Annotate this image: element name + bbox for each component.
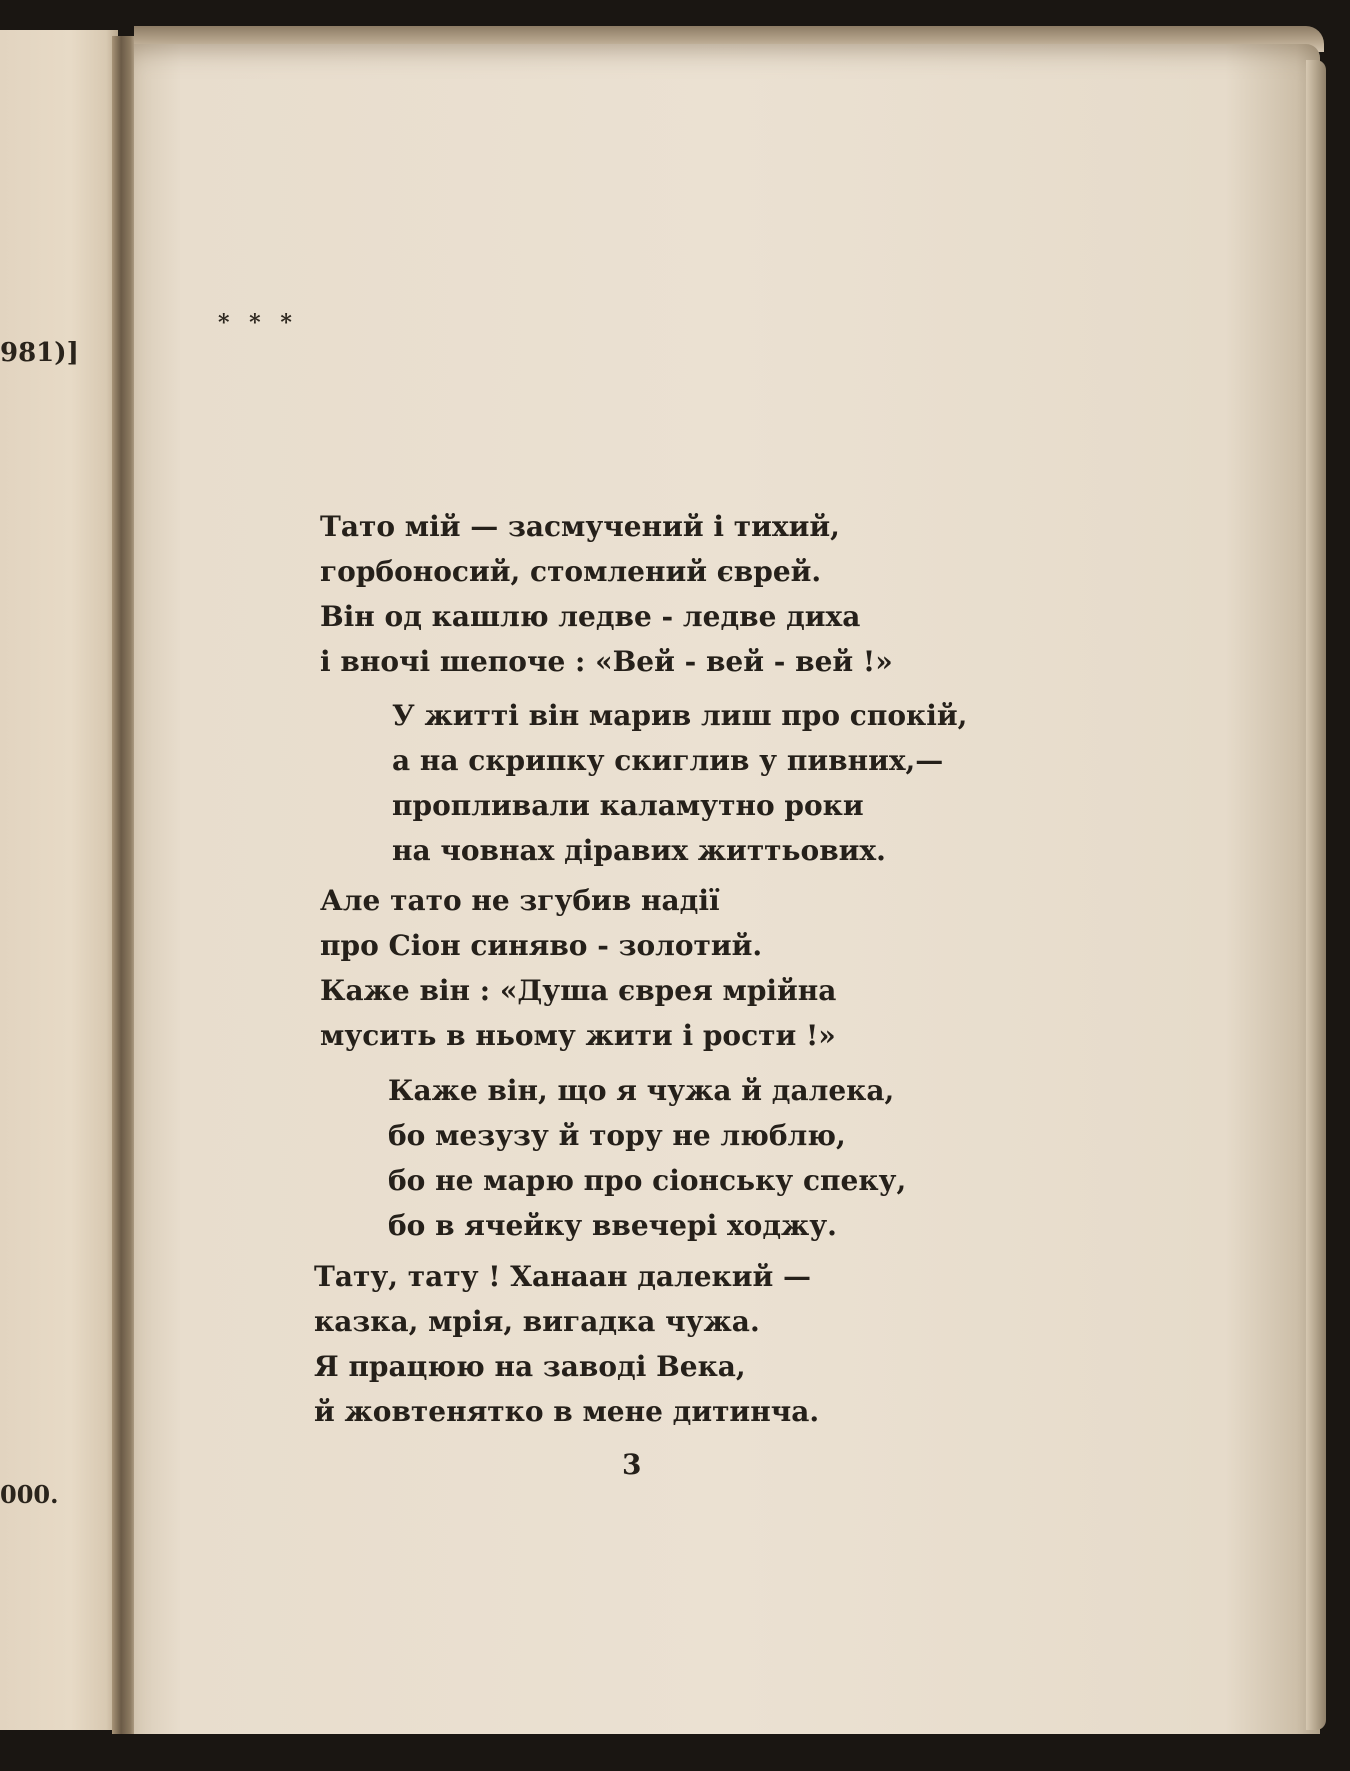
poem-line: і вночі шепоче : «Вей - вей - вей !»	[320, 645, 893, 678]
poem-line: Тату, тату ! Ханаан далекий —	[314, 1260, 812, 1293]
section-asterisks: * * *	[218, 310, 298, 336]
poem-line: бо не марю про сіонську спеку,	[388, 1164, 907, 1197]
scan-background	[0, 1734, 1350, 1771]
poem-line: а на скрипку скиглив у пивних,—	[392, 744, 944, 777]
previous-page-fragment-top: 981)]	[0, 338, 79, 368]
previous-page-fragment-bottom: 000.	[0, 1480, 59, 1509]
previous-page-strip	[0, 30, 118, 1730]
poem-line: бо мезузу й тору не люблю,	[388, 1119, 846, 1152]
poem-stanza	[320, 504, 893, 684]
page-right-edge	[1306, 60, 1326, 1730]
poem-line: Тато мій — засмучений і тихий,	[320, 510, 840, 543]
poem-line: Каже він, що я чужа й далека,	[388, 1074, 895, 1107]
poem-line: Він од кашлю ледве - ледве диха	[320, 600, 861, 633]
poem-stanza	[392, 693, 967, 873]
poem-line: казка, мрія, вигадка чужа.	[314, 1305, 760, 1338]
poem-line: горбоносий, стомлений єврей.	[320, 555, 822, 588]
poem-line: Я працюю на заводі Века,	[314, 1350, 746, 1383]
poem-line: Каже він : «Душа єврея мрійна	[320, 974, 837, 1007]
page-number: 3	[622, 1448, 642, 1481]
poem-line: на човнах діравих життьових.	[392, 834, 886, 867]
poem-line: бо в ячейку ввечері ходжу.	[388, 1209, 837, 1242]
poem-stanza	[388, 1068, 906, 1248]
poem-stanza	[320, 878, 836, 1058]
poem-stanza	[314, 1254, 819, 1434]
poem-line: мусить в ньому жити і рости !»	[320, 1019, 836, 1052]
poem-line: Але тато не згубив надії	[320, 884, 720, 917]
poem-line: й жовтенятко в мене дитинча.	[314, 1395, 820, 1428]
poem-line: У житті він марив лиш про спокій,	[392, 699, 968, 732]
poem-line: про Сіон синяво - золотий.	[320, 929, 763, 962]
poem-line: пропливали каламутно роки	[392, 789, 864, 822]
